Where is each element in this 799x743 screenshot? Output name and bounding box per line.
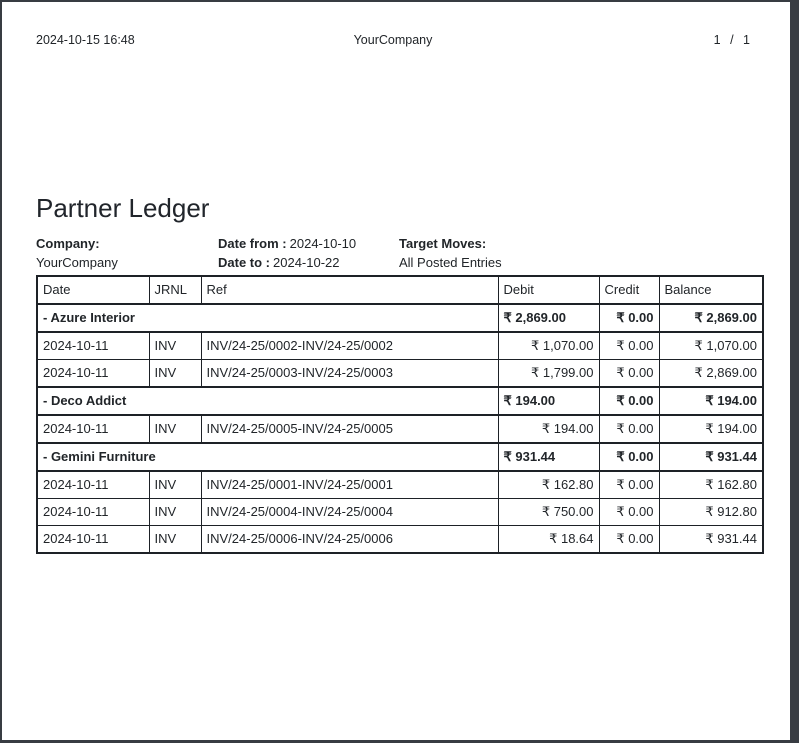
debit-cell: ₹ 1,070.00 [498, 332, 599, 360]
filter-target-moves [399, 234, 762, 272]
ref-cell: INV/24-25/0002-INV/24-25/0002 [201, 332, 498, 360]
balance-cell: ₹ 912.80 [659, 499, 763, 526]
journal-cell: INV [149, 526, 201, 554]
balance-cell: ₹ 162.80 [659, 471, 763, 499]
partner-total-row [37, 387, 763, 415]
date-to-label: Date to : [218, 255, 270, 270]
column-header-date: Date [37, 276, 149, 304]
ref-cell: INV/24-25/0001-INV/24-25/0001 [201, 471, 498, 499]
company-label: Company: [36, 236, 100, 251]
company-name-header: YourCompany [353, 33, 433, 47]
target-moves-label: Target Moves: [399, 236, 487, 251]
ledger-line-row [37, 360, 763, 388]
ref-cell: INV/24-25/0005-INV/24-25/0005 [201, 415, 498, 443]
date-to-value: 2024-10-22 [273, 255, 340, 270]
date-cell: 2024-10-11 [37, 471, 149, 499]
ledger-line-row [37, 526, 763, 554]
date-cell: 2024-10-11 [37, 332, 149, 360]
balance-cell: ₹ 194.00 [659, 415, 763, 443]
report-filters [36, 234, 762, 272]
debit-cell: ₹ 162.80 [498, 471, 599, 499]
column-header-credit: Credit [599, 276, 659, 304]
balance-cell: ₹ 1,070.00 [659, 332, 763, 360]
company-value: YourCompany [36, 255, 118, 270]
report-page [2, 2, 790, 740]
credit-cell: ₹ 0.00 [599, 332, 659, 360]
debit-cell: ₹ 1,799.00 [498, 360, 599, 388]
journal-cell: INV [149, 332, 201, 360]
document-header [36, 32, 762, 48]
debit-cell: ₹ 931.44 [498, 443, 599, 471]
date-cell: 2024-10-11 [37, 360, 149, 388]
ledger-line-row [37, 332, 763, 360]
date-cell: 2024-10-11 [37, 415, 149, 443]
debit-cell: ₹ 750.00 [498, 499, 599, 526]
balance-cell: ₹ 931.44 [659, 443, 763, 471]
target-moves-value: All Posted Entries [399, 255, 502, 270]
credit-cell: ₹ 0.00 [599, 443, 659, 471]
filter-dates [218, 234, 399, 272]
partner-name-cell: - Azure Interior [37, 304, 498, 332]
credit-cell: ₹ 0.00 [599, 360, 659, 388]
partner-total-row [37, 304, 763, 332]
ledger-line-row [37, 499, 763, 526]
page-title: Partner Ledger [36, 193, 210, 223]
journal-cell: INV [149, 499, 201, 526]
date-cell: 2024-10-11 [37, 526, 149, 554]
date-cell: 2024-10-11 [37, 499, 149, 526]
credit-cell: ₹ 0.00 [599, 471, 659, 499]
ref-cell: INV/24-25/0003-INV/24-25/0003 [201, 360, 498, 388]
ref-cell: INV/24-25/0006-INV/24-25/0006 [201, 526, 498, 554]
partner-total-row [37, 443, 763, 471]
ref-cell: INV/24-25/0004-INV/24-25/0004 [201, 499, 498, 526]
date-to-row [218, 253, 399, 272]
debit-cell: ₹ 2,869.00 [498, 304, 599, 332]
column-header-debit: Debit [498, 276, 599, 304]
credit-cell: ₹ 0.00 [599, 387, 659, 415]
credit-cell: ₹ 0.00 [599, 415, 659, 443]
journal-cell: INV [149, 471, 201, 499]
credit-cell: ₹ 0.00 [599, 304, 659, 332]
partner-ledger-table [36, 275, 764, 554]
debit-cell: ₹ 18.64 [498, 526, 599, 554]
balance-cell: ₹ 2,869.00 [659, 360, 763, 388]
partner-name-cell: - Deco Addict [37, 387, 498, 415]
ledger-table-body [37, 304, 763, 553]
date-from-value: 2024-10-10 [289, 236, 357, 251]
date-from-row [218, 234, 399, 253]
credit-cell: ₹ 0.00 [599, 499, 659, 526]
partner-name-cell: - Gemini Furniture [37, 443, 498, 471]
journal-cell: INV [149, 360, 201, 388]
debit-cell: ₹ 194.00 [498, 415, 599, 443]
balance-cell: ₹ 931.44 [659, 526, 763, 554]
journal-cell: INV [149, 415, 201, 443]
date-from-label: Date from : [218, 236, 287, 251]
balance-cell: ₹ 194.00 [659, 387, 763, 415]
column-header-balance: Balance [659, 276, 763, 304]
credit-cell: ₹ 0.00 [599, 526, 659, 554]
column-header-jrnl: JRNL [149, 276, 201, 304]
filter-company [36, 234, 218, 272]
ledger-line-row [37, 471, 763, 499]
debit-cell: ₹ 194.00 [498, 387, 599, 415]
ledger-line-row [37, 415, 763, 443]
page-number: 1 / 1 [713, 33, 750, 47]
balance-cell: ₹ 2,869.00 [659, 304, 763, 332]
print-datetime: 2024-10-15 16:48 [36, 33, 135, 47]
column-header-ref: Ref [201, 276, 498, 304]
table-header-row [37, 276, 763, 304]
